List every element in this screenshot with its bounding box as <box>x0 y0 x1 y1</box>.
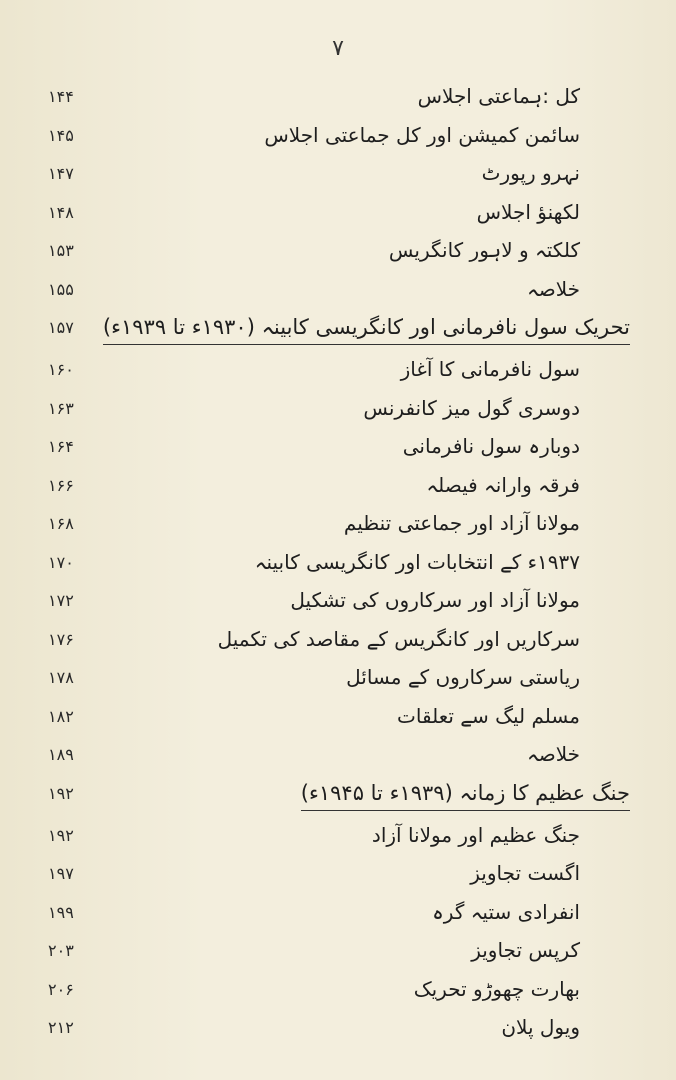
entry-title: خلاصہ <box>527 276 580 301</box>
toc-entry <box>40 234 640 273</box>
entry-title: کرپس تجاویز <box>471 938 580 962</box>
toc-entry <box>40 623 640 662</box>
entry-title: فرقہ وارانہ فیصلہ <box>426 472 580 497</box>
toc-entry <box>40 934 640 973</box>
toc-entry <box>40 896 640 935</box>
entry-page-number: ۲۰۳ <box>48 941 74 960</box>
entry-title: دوسری گول میز کانفرنس <box>363 395 580 420</box>
entry-page-number: ۱۹۹ <box>48 902 74 922</box>
toc-chapter-heading <box>40 311 640 353</box>
toc-entry <box>40 819 640 858</box>
toc-entry <box>40 1011 640 1050</box>
toc-entry <box>40 430 640 469</box>
toc-entry <box>40 584 640 623</box>
entry-page-number: ۱۷۶ <box>48 629 74 649</box>
toc-entry <box>40 973 640 1012</box>
toc-entry <box>40 738 640 777</box>
entry-page-number: ۱۸۲ <box>48 706 74 726</box>
entry-title: کلکتہ و لاہور کانگریس <box>388 238 580 262</box>
entry-title: کل :ہماعتی اجلاس <box>417 84 580 108</box>
entry-title: دوبارہ سول نافرمانی <box>402 434 580 458</box>
entry-page-number: ۱۸۹ <box>48 745 74 764</box>
chapter-title: تحریک سول نافرمانی اور کانگریسی کابینہ (۱۹۳۰ء تا ۱۹۳۹ء) <box>103 311 630 345</box>
entry-page-number: ۲۱۲ <box>48 1018 74 1037</box>
entry-page-number: ۱۴۸ <box>48 202 74 222</box>
toc-entry <box>40 196 640 235</box>
entry-title: سرکاریں اور کانگریس کے مقاصد کی تکمیل <box>217 626 580 651</box>
chapter-title: جنگ عظیم کا زمانہ (۱۹۳۹ء تا ۱۹۴۵ء) <box>301 777 630 811</box>
entry-page-number: ۱۷۸ <box>48 668 74 687</box>
entry-page-number: ۲۰۶ <box>48 979 74 999</box>
entry-page-number: ۱۶۴ <box>48 437 74 456</box>
toc-entry <box>40 661 640 700</box>
entry-title: اگست تجاویز <box>470 861 580 885</box>
entry-page-number: ۱۵۷ <box>48 318 74 337</box>
entry-title: انفرادی ستیہ گرہ <box>432 899 580 924</box>
entry-title: ریاستی سرکاروں کے مسائل <box>346 665 580 689</box>
entry-title: بھارت چھوڑو تحریک <box>413 976 580 1001</box>
entry-title: ۱۹۳۷ء کے انتخابات اور کانگریسی کابینہ <box>254 549 580 574</box>
entry-title: لکھنؤ اجلاس <box>476 199 580 224</box>
entry-page-number: ۱۵۳ <box>48 241 74 260</box>
entry-page-number: ۱۴۵ <box>48 125 74 145</box>
entry-title: مسلم لیگ سے تعلقات <box>397 703 580 728</box>
entry-page-number: ۱۶۰ <box>48 360 74 379</box>
page-number: ٧ <box>332 36 344 61</box>
entry-title: نہرو رپورٹ <box>481 161 580 185</box>
toc-entry <box>40 80 640 119</box>
entry-page-number: ۱۹۷ <box>48 864 74 883</box>
entry-page-number: ۱۶۸ <box>48 514 74 533</box>
entry-title: مولانا آزاد اور جماعتی تنظیم <box>343 511 580 535</box>
toc-chapter-heading <box>40 777 640 819</box>
toc-entry <box>40 392 640 431</box>
entry-title: سول نافرمانی کا آغاز <box>400 357 580 381</box>
entry-title: ویول پلان <box>501 1015 580 1039</box>
toc-entry <box>40 507 640 546</box>
entry-page-number: ۱۷۲ <box>48 591 74 610</box>
entry-title: جنگ عظیم اور مولانا آزاد <box>371 822 580 847</box>
toc-entry <box>40 857 640 896</box>
entry-page-number: ۱۷۰ <box>48 552 74 572</box>
toc-entry <box>40 273 640 312</box>
toc-entry <box>40 700 640 739</box>
entry-page-number: ۱۶۳ <box>48 398 74 418</box>
table-of-contents <box>40 80 640 1050</box>
toc-entry <box>40 546 640 585</box>
entry-title: مولانا آزاد اور سرکاروں کی تشکیل <box>290 588 580 612</box>
toc-entry <box>40 353 640 392</box>
entry-page-number: ۱۵۵ <box>48 279 74 299</box>
entry-title: خلاصہ <box>527 742 580 766</box>
toc-entry <box>40 119 640 158</box>
entry-page-number: ۱۹۲ <box>48 783 74 803</box>
entry-page-number: ۱۹۲ <box>48 825 74 845</box>
entry-title: سائمن کمیشن اور کل جماعتی اجلاس <box>264 122 580 147</box>
entry-page-number: ۱۶۶ <box>48 475 74 495</box>
toc-entry <box>40 469 640 508</box>
toc-entry <box>40 157 640 196</box>
entry-page-number: ۱۴۷ <box>48 164 74 183</box>
entry-page-number: ۱۴۴ <box>48 87 74 106</box>
